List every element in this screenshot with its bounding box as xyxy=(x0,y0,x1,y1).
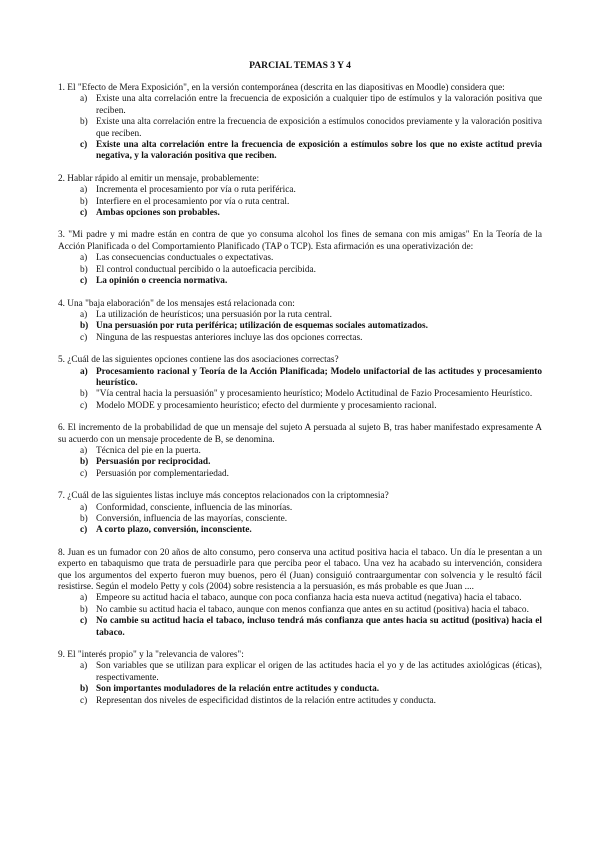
option-text: Ninguna de las respuestas anteriores incluye las dos opciones correctas. xyxy=(96,332,363,343)
option-letter: b) xyxy=(80,389,88,400)
option-letter: a) xyxy=(80,502,88,513)
answer-option xyxy=(58,401,542,412)
option-text: No cambie su actitud hacia el tabaco, aunque con menos confianza que antes en su actitud (positiva) hacia el tabaco. xyxy=(96,604,529,615)
option-letter: c) xyxy=(80,208,88,219)
answer-option xyxy=(58,333,542,344)
option-letter: a) xyxy=(80,593,88,604)
option-text: Incrementa el procesamiento por vía o ruta periférica. xyxy=(96,185,296,196)
question-5 xyxy=(58,355,542,412)
option-text: Existe una alta correlación entre la frecuencia de exposición a estímulos sobre los que no existe actitud previa negativa, y la valoración positiva que reciben. xyxy=(96,140,542,162)
option-text: Representan dos niveles de especificidad distintos de la relación entre actitudes y conducta. xyxy=(96,695,436,706)
option-letter: b) xyxy=(80,457,89,468)
answer-option xyxy=(58,389,542,400)
option-text: Ambas opciones son probables. xyxy=(96,208,220,219)
answer-option xyxy=(58,185,542,196)
question-stem: 3. "Mi padre y mi madre están en contra de que yo consuma alcohol los fines de semana con mis amigas" En la Teoría de la Acción Planificada o del Comportamiento Planificado (TAP o TCP). Esta afirmación es una operativización de: xyxy=(58,230,542,252)
answer-option xyxy=(58,525,542,536)
option-letter: b) xyxy=(80,117,88,128)
question-2 xyxy=(58,174,542,220)
option-letter: c) xyxy=(80,695,88,706)
answer-option xyxy=(58,310,542,321)
answer-option xyxy=(58,140,542,163)
question-4 xyxy=(58,299,542,345)
answer-option xyxy=(58,208,542,219)
option-letter: b) xyxy=(80,604,88,615)
option-text: Persuasión por reciprocidad. xyxy=(96,457,211,468)
option-letter: b) xyxy=(80,684,89,695)
option-text: Interfiere en el procesamiento por vía o ruta central. xyxy=(96,196,290,207)
question-6 xyxy=(58,423,542,480)
option-letter: c) xyxy=(80,400,88,411)
answer-option xyxy=(58,276,542,287)
option-letter: c) xyxy=(80,525,88,536)
option-letter: a) xyxy=(80,366,88,377)
option-text: La utilización de heurísticos; una persuasión por la ruta central. xyxy=(96,309,332,320)
question-3 xyxy=(58,230,542,287)
option-text: Persuasión por complementariedad. xyxy=(96,468,229,479)
option-letter: a) xyxy=(80,94,88,105)
option-text: Una persuasión por ruta periférica; utilización de esquemas sociales automatizados. xyxy=(96,321,428,332)
question-stem: 1. El "Efecto de Mera Exposición", en la versión contemporánea (descrita en las diapositivas en Moodle) considera que: xyxy=(58,83,505,93)
question-stem: 9. El "interés propio" y la "relevancia de valores": xyxy=(58,650,244,661)
option-letter: c) xyxy=(80,276,88,287)
option-text: Conversión, influencia de las mayorías, consciente. xyxy=(96,514,288,524)
answer-option xyxy=(58,94,542,117)
option-letter: b) xyxy=(80,321,89,332)
option-text: Son importantes moduladores de la relación entre actitudes y conducta. xyxy=(96,684,380,695)
question-stem: 5. ¿Cuál de las siguientes opciones contiene las dos asociaciones correctas? xyxy=(58,355,339,366)
answer-option xyxy=(58,265,542,276)
question-stem: 6. El incremento de la probabilidad de que un mensaje del sujeto A persuada al sujeto B, tras haber manifestado expresamente A su acuerdo con un mensaje procedente de B, se denomina. xyxy=(58,423,542,445)
option-letter: b) xyxy=(80,514,88,524)
question-stem: 7. ¿Cuál de las siguientes listas incluye más conceptos relacionados con la criptomnesia? xyxy=(58,491,389,502)
answer-option xyxy=(58,696,542,707)
option-text: Las consecuencias conductuales o expectativas. xyxy=(96,253,274,264)
option-text: "Vía central hacia la persuasión" y procesamiento heurístico; Modelo Actitudinal de Fazio Procesamiento Heurístico. xyxy=(96,389,533,400)
answer-option xyxy=(58,514,542,525)
option-text: No cambie su actitud hacia el tabaco, incluso tendrá más confianza que antes hacia su actitud (positiva) hacia el tabaco. xyxy=(96,616,542,638)
option-text: Son variables que se utilizan para explicar el origen de las actitudes hacia el yo y de las actitudes axiológicas (éticas), respectivamente. xyxy=(96,661,542,683)
answer-option xyxy=(58,593,542,604)
question-8 xyxy=(58,548,542,639)
answer-option xyxy=(58,605,542,616)
answer-option xyxy=(58,616,542,639)
option-letter: c) xyxy=(80,616,88,627)
option-text: Conformidad, consciente, influencia de las minorías. xyxy=(96,502,293,513)
option-letter: a) xyxy=(80,253,88,264)
answer-option xyxy=(58,321,542,332)
answer-option xyxy=(58,446,542,457)
page-title: PARCIAL TEMAS 3 Y 4 xyxy=(249,60,351,71)
question-list xyxy=(58,83,542,718)
answer-option xyxy=(58,661,542,684)
option-text: La opinión o creencia normativa. xyxy=(96,276,228,287)
option-text: Modelo MODE y procesamiento heurístico; efecto del durmiente y procesamiento racional. xyxy=(96,400,437,411)
option-letter: c) xyxy=(80,332,88,343)
option-letter: b) xyxy=(80,264,88,275)
answer-option xyxy=(58,503,542,514)
option-letter: c) xyxy=(80,140,88,151)
option-letter: b) xyxy=(80,196,88,207)
option-letter: c) xyxy=(80,468,88,479)
option-text: Existe una alta correlación entre la frecuencia de exposición a cualquier tipo de estímulos y la valoración positiva que reciben. xyxy=(96,94,542,116)
answer-option xyxy=(58,197,542,208)
answer-option xyxy=(58,253,542,264)
option-letter: a) xyxy=(80,185,88,196)
question-1 xyxy=(58,83,542,163)
answer-option xyxy=(58,684,542,695)
answer-option xyxy=(58,117,542,140)
option-text: Empeore su actitud hacia el tabaco, aunque con poca confianza hacia esta nueva actitud (negativa) hacia el tabaco. xyxy=(96,593,522,604)
option-letter: a) xyxy=(80,661,88,672)
question-9 xyxy=(58,650,542,707)
question-stem: 8. Juan es un fumador con 20 años de alto consumo, pero conserva una actitud positiva hacia el tabaco. Un día le presentan a un experto en tabaquismo que trata de persuadirle para que perciba peor el tabaco. Una vez ha acabado su intervención, considera que los argumentos del experto fueron muy buenos, pero él (Juan) consiguió contraargumentar con solvencia y le resultó fácil resistirse. Según el modelo Petty y cols (2004) sobre resistencia a la persuasión, es más probable es que Juan .... xyxy=(58,547,542,593)
question-7 xyxy=(58,491,542,537)
option-text: El control conductual percibido o la autoeficacia percibida. xyxy=(96,264,316,275)
answer-option xyxy=(58,367,542,390)
option-text: Técnica del pie en la puerta. xyxy=(96,445,201,456)
option-text: Procesamiento racional y Teoría de la Acción Planificada; Modelo unifactorial de las actitudes y procesamiento heurístico. xyxy=(96,366,542,388)
answer-option xyxy=(58,457,542,468)
option-text: A corto plazo, conversión, inconsciente. xyxy=(96,525,252,536)
option-text: Existe una alta correlación entre la frecuencia de exposición a estímulos conocidos previamente y la valoración positiva que reciben. xyxy=(96,117,542,139)
answer-option xyxy=(58,469,542,480)
question-stem: 4. Una "baja elaboración" de los mensajes está relacionada con: xyxy=(58,298,295,309)
option-letter: a) xyxy=(80,445,88,456)
option-letter: a) xyxy=(80,309,88,320)
question-stem: 2. Hablar rápido al emitir un mensaje, probablemente: xyxy=(58,173,260,184)
